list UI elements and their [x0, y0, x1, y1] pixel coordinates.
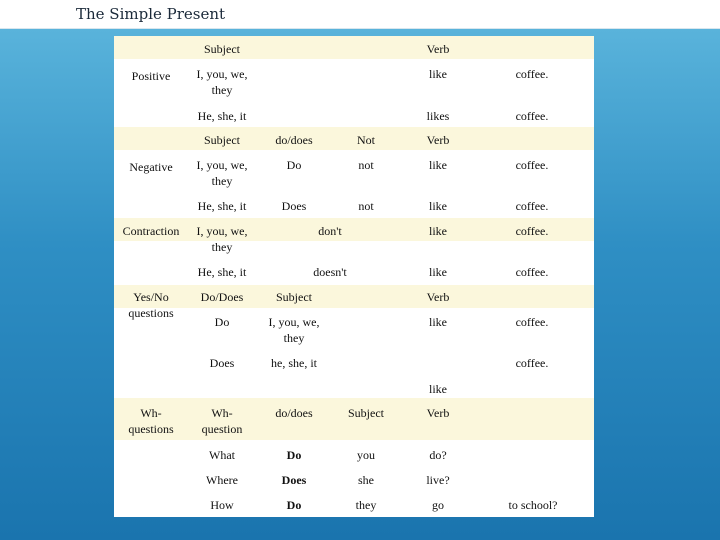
yesno-header-aux: Do/Does [200, 290, 244, 304]
grammar-table [114, 36, 594, 517]
contraction-row1-verb: like [429, 224, 447, 238]
positive-row2-subject: He, she, it [197, 109, 247, 123]
wh-row1-subject: you [357, 448, 375, 462]
positive-label: Positive [131, 69, 171, 83]
yesno-row1-verb: like [429, 315, 447, 329]
positive-row1-subject: I, you, we, they [196, 67, 248, 97]
contraction-row1-subject: I, you, we, they [196, 224, 248, 254]
negative-row2-verb: like [429, 199, 447, 213]
positive-row2-verb: likes [426, 109, 450, 123]
wh-header-subject: Subject [348, 406, 384, 420]
negative-row2-not: not [358, 199, 374, 213]
wh-row3-object: to school? [508, 498, 558, 512]
negative-row1-object: coffee. [515, 158, 549, 172]
slide-title: The Simple Present [76, 5, 226, 23]
yesno-header-subject: Subject [276, 290, 312, 304]
positive-header-verb: Verb [426, 42, 450, 56]
positive-row1-object: coffee. [515, 67, 549, 81]
wh-header-aux: do/does [275, 406, 313, 420]
negative-row1-not: not [358, 158, 374, 172]
negative-label: Negative [129, 160, 173, 174]
wh-row3-question: How [210, 498, 234, 512]
yesno-row2-object: coffee. [515, 356, 549, 370]
yesno-row1-subject: I, you, we, they [268, 315, 320, 345]
positive-row2-object: coffee. [515, 109, 549, 123]
wh-row2-subject: she [358, 473, 374, 487]
header-band-yesno [114, 285, 594, 308]
contraction-row2-object: coffee. [515, 265, 549, 279]
negative-row2-object: coffee. [515, 199, 549, 213]
contraction-row1-object: coffee. [515, 224, 549, 238]
contraction-row1-aux: don't [318, 224, 342, 238]
negative-header-aux: do/does [275, 133, 313, 147]
header-band-positive [114, 36, 594, 59]
contraction-row2-verb: like [429, 265, 447, 279]
wh-header-verb: Verb [426, 406, 450, 420]
negative-row1-subject: I, you, we, they [196, 158, 248, 188]
wh-row2-question: Where [206, 473, 238, 487]
positive-header-subject: Subject [204, 42, 240, 56]
wh-row3-verb: go [432, 498, 444, 512]
title-bar [0, 0, 720, 29]
negative-row2-aux: Does [281, 199, 307, 213]
wh-row2-verb: live? [426, 473, 450, 487]
wh-row1-verb: do? [429, 448, 447, 462]
negative-row1-verb: like [429, 158, 447, 172]
negative-header-verb: Verb [426, 133, 450, 147]
wh-row1-aux: Do [286, 448, 302, 462]
contraction-label: Contraction [122, 224, 180, 238]
wh-row1-question: What [209, 448, 235, 462]
yesno-row3-verb: like [429, 382, 447, 396]
yesno-row1-aux: Do [214, 315, 230, 329]
wh-row3-aux: Do [286, 498, 302, 512]
yesno-row2-aux: Does [209, 356, 235, 370]
wh-row2-aux: Does [281, 473, 307, 487]
negative-row1-aux: Do [286, 158, 302, 172]
positive-row1-verb: like [429, 67, 447, 81]
negative-header-subject: Subject [204, 133, 240, 147]
negative-header-not: Not [357, 133, 375, 147]
contraction-row2-aux: doesn't [313, 265, 347, 279]
yesno-row1-object: coffee. [515, 315, 549, 329]
yesno-header-verb: Verb [426, 290, 450, 304]
contraction-row2-subject: He, she, it [197, 265, 247, 279]
wh-label: Wh-questions [128, 406, 174, 436]
wh-header-question: Wh-question [201, 406, 243, 436]
negative-row2-subject: He, she, it [197, 199, 247, 213]
yesno-label: Yes/No questions [128, 290, 174, 320]
wh-row3-subject: they [355, 498, 377, 512]
yesno-row2-subject: he, she, it [271, 356, 317, 370]
